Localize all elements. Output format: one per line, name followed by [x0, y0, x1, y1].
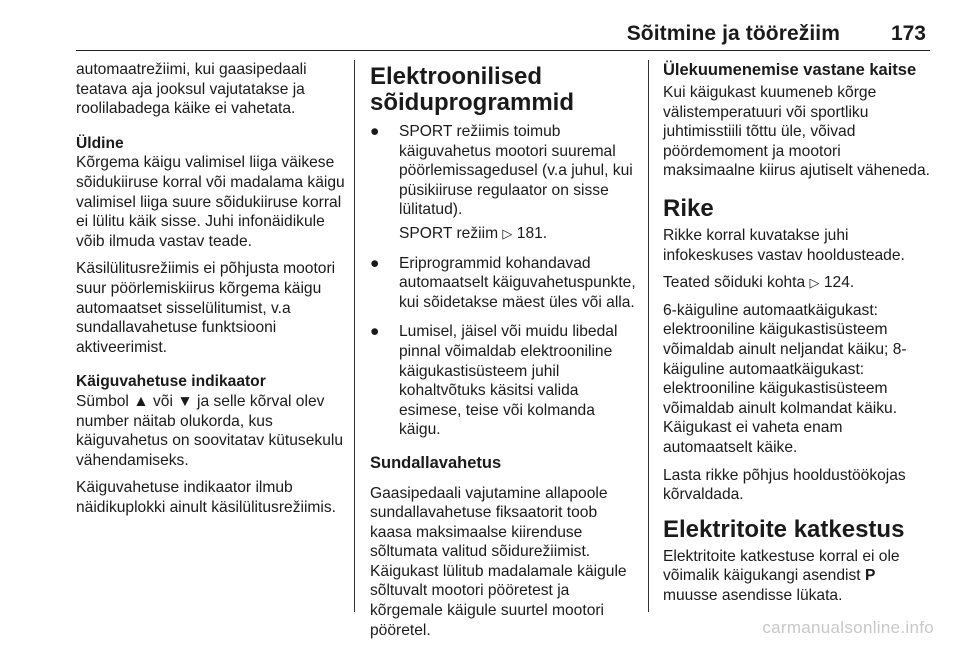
bullet-icon: ● — [370, 254, 380, 272]
list-item-text: Lumisel, jäisel või muidu libedal pinnal võimaldab elektrooniline käigukastisüsteem juhil kohaltvõtuks käsitsi valida esimese, teise või kolmanda käigu. — [399, 323, 618, 439]
power-text-post: muusse asendisse lükata. — [663, 586, 843, 604]
power-interruption-heading: Elektritoite katkestus — [663, 515, 905, 543]
overheat-heading: Ülekuumenemise vastane kaitse — [663, 61, 917, 79]
column-divider — [354, 60, 355, 612]
gear-position-p: P — [864, 567, 876, 585]
fault-cross-reference[interactable] — [663, 273, 933, 293]
indicator-paragraph-2: Käiguvahetuse indikaator ilmub näidikuplokki ainult käsilülitusrežiimis. — [76, 479, 336, 516]
page-header — [76, 0, 930, 51]
general-paragraph-2: Käsilülitusrežiimis ei põhjusta mootori suur pöörlemiskiirus kõrgema käigu automaatset sisselülitumist, v.a sundallavahetuse funktsiooni aktiveerimist. — [76, 260, 336, 356]
general-paragraph-1: Kõrgema käigu valimisel liiga väikese sõidukiiruse korral või madalama käigu valimisel liiga suure sõidukiiruse korral ei lülitu käik sisse. Juhi infonäidikule võib ilmuda vastav teade. — [76, 154, 345, 250]
column-middle — [370, 60, 640, 648]
power-text-pre: Elektritoite katkestuse korral ei ole võimalik käigukangi asendist — [663, 547, 900, 585]
list-item-text: Eriprogrammid kohandavad automaatselt käiguvahetuspunkte, kui sõidetakse mäest üles või alla. — [399, 254, 636, 311]
cross-reference-page: 181. — [516, 224, 548, 242]
page-number: 173 — [890, 22, 926, 45]
fault-heading: Rike — [663, 194, 714, 222]
indicator-heading: Käiguvahetuse indikaator — [76, 373, 266, 391]
intro-paragraph: automaatrežiimi, kui gaasipedaali teatava aja jooksul vajutatakse ja roolilabadega käike ei vahetata. — [76, 61, 307, 118]
cross-reference-text: SPORT režiim — [399, 224, 499, 242]
column-divider — [648, 60, 649, 612]
power-interruption-paragraph — [663, 547, 933, 606]
column-right — [663, 60, 933, 613]
overheat-paragraph: Kui käigukast kuumeneb kõrge välistemperatuuri või sportliku juhtimisstiili tõttu üle, võivad pöördemoment ja mootori maksimaalne kiirus ajutiselt väheneda. — [663, 84, 930, 180]
fault-paragraph-3: 6-käiguline automaatkäigukast: elektrooniline käigukastisüsteem võimaldab ainult neljandat käiku; 8-käiguline automaatkäigukast: elektrooniline käigukastisüsteem võimaldab ainult kolmandat käiku. Käigukast ei vaheta enam automaatselt käike. — [663, 301, 907, 456]
general-heading: Üldine — [76, 134, 124, 152]
column-left — [76, 60, 346, 525]
list-item-text: SPORT režiimis toimub käiguvahetus mootori suuremal pöörlemissagedusel (v.a juhul, kui püsikiiruse regulaator on sisse lülitatud). — [399, 123, 633, 219]
kickdown-heading: Sundallavahetus — [370, 453, 502, 472]
list-item — [370, 322, 640, 440]
fault-paragraph-4: Lasta rikke põhjus hooldustöökojas kõrvaldada. — [663, 466, 906, 504]
cross-reference[interactable] — [399, 224, 640, 244]
driving-programs-list — [370, 122, 640, 440]
bullet-icon: ● — [370, 123, 380, 140]
bullet-icon: ● — [370, 323, 380, 341]
indicator-paragraph-1: Sümbol ▲ või ▼ ja selle kõrval olev number näitab olukorda, kus käiguvahetus on soovitatav kütusekulu vähendamiseks. — [76, 392, 343, 469]
page-ref-icon: ▷ — [502, 225, 513, 241]
cross-reference-text: Teated sõiduki kohta — [663, 274, 806, 292]
driving-programs-heading: Elektroonilised sõiduprogrammid — [370, 63, 575, 116]
page-ref-icon: ▷ — [809, 275, 820, 291]
fault-paragraph-1: Rikke korral kuvatakse juhi infokeskuses vastav hooldusteade. — [663, 226, 905, 264]
cross-reference-page: 124. — [823, 274, 855, 292]
page-title: Sõitmine ja töörežiim — [626, 22, 840, 45]
list-item — [370, 254, 640, 313]
list-item — [370, 122, 640, 244]
kickdown-paragraph: Gaasipedaali vajutamine allapoole sundallavahetuse fiksaatorit toob kaasa maksimaalse kiirenduse sõltumata valitud sõidurežiimist. Käigukast lülitub madalamale käigule sõltuvalt mootori pööretest ja kõrgemale käigule suurtel mootori pööretel. — [370, 484, 627, 639]
watermark: carmanualsonline.info — [762, 618, 934, 637]
